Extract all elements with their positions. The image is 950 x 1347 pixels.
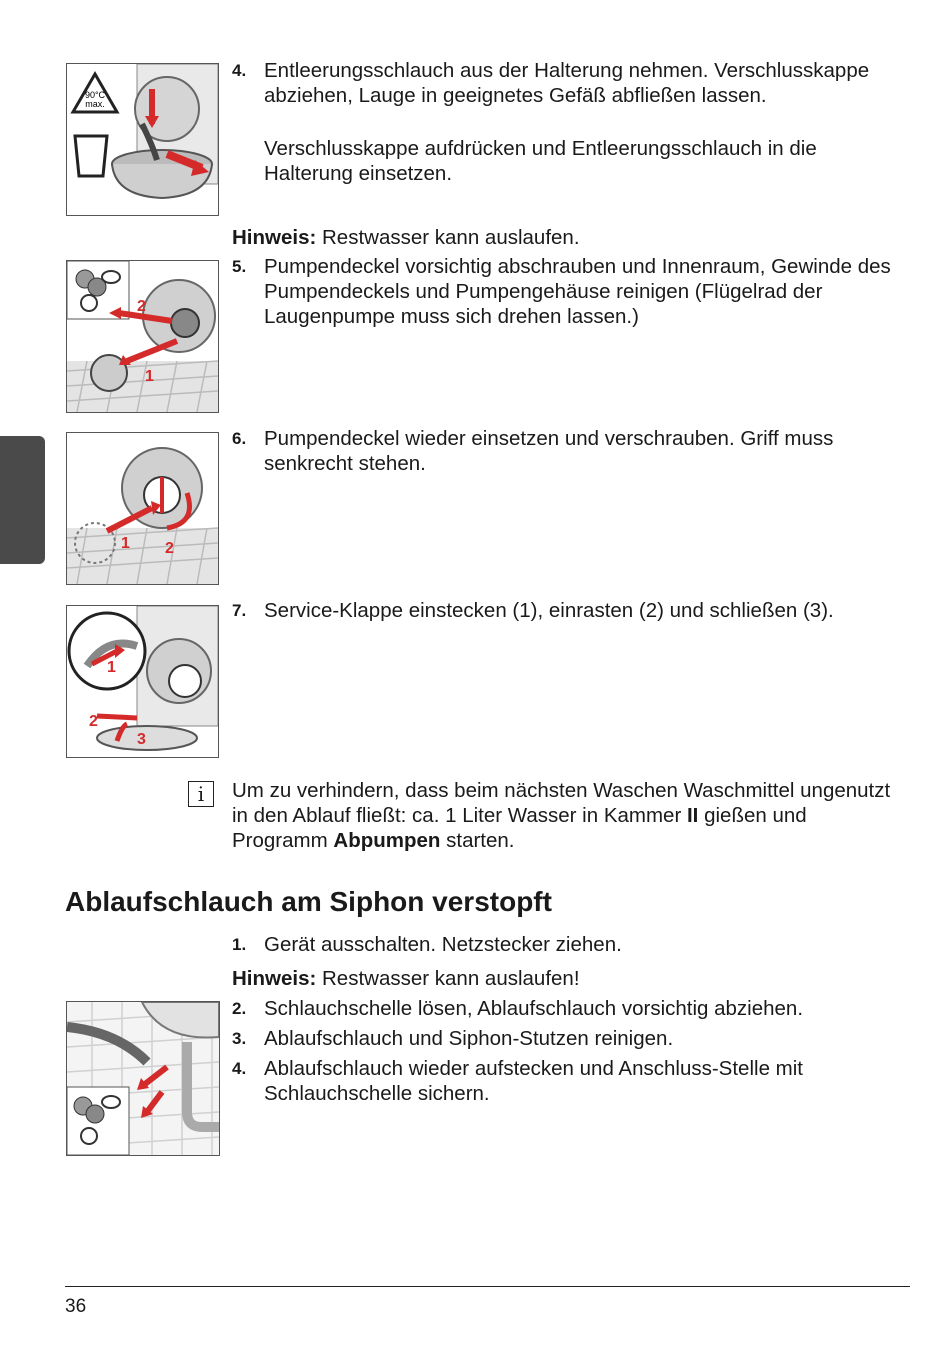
svg-text:1: 1: [121, 535, 130, 552]
svg-text:max.: max.: [85, 99, 105, 109]
step-text: Service-Klappe einstecken (1), einrasten (2) und schließen (3).: [264, 599, 834, 622]
program-name: Abpumpen: [333, 829, 441, 852]
step-text: Ablaufschlauch wieder aufstecken und Anschluss-Stelle mit Schlauchschelle sichern.: [264, 1057, 803, 1105]
step-5: [232, 254, 902, 329]
step-number: 4.: [232, 61, 247, 80]
footer-divider: [65, 1286, 910, 1287]
note-text: Restwasser kann auslaufen!: [316, 967, 580, 990]
service-flap-illustration: [66, 605, 219, 758]
svg-text:90°C: 90°C: [84, 90, 106, 100]
step-number: 1.: [232, 935, 247, 954]
svg-text:3: 3: [137, 731, 146, 748]
step-b4: [232, 1056, 902, 1106]
step-b3: [232, 1026, 902, 1051]
step-4-continuation: Verschlusskappe aufdrücken und Entleerungsschlauch in die Halterung einsetzen.: [264, 137, 817, 185]
note-text: Restwasser kann auslaufen.: [316, 226, 580, 249]
svg-text:2: 2: [89, 713, 98, 730]
chamber-label: II: [686, 804, 699, 827]
svg-text:1: 1: [107, 659, 116, 676]
chapter-tab: [0, 436, 45, 564]
step-number: 3.: [232, 1029, 247, 1048]
step-number: 6.: [232, 429, 247, 448]
siphon-hose-illustration: [66, 1001, 220, 1156]
pump-cover-illustration: [66, 260, 219, 413]
step-4: [232, 58, 902, 108]
page-number: 36: [65, 1296, 87, 1317]
step-number: 5.: [232, 257, 247, 276]
note-residual-water-2: [232, 966, 902, 991]
step-number: 2.: [232, 999, 247, 1018]
note-residual-water: [232, 225, 902, 250]
info-icon: i: [188, 781, 214, 807]
step-text: Schlauchschelle lösen, Ablaufschlauch vorsichtig abziehen.: [264, 997, 804, 1020]
step-text: Gerät ausschalten. Netzstecker ziehen.: [264, 933, 622, 956]
svg-text:1: 1: [145, 368, 154, 385]
svg-text:2: 2: [137, 298, 146, 315]
step-text: Pumpendeckel vorsichtig abschrauben und Innenraum, Gewinde des Pumpendeckels und Pumpengehäuse reinigen (Flügelrad der Laugenpumpe muss sich drehen lassen.): [264, 255, 891, 328]
step-6: [232, 426, 902, 476]
drain-hose-illustration: [66, 63, 219, 216]
step-7: [232, 598, 902, 623]
svg-text:2: 2: [165, 540, 174, 557]
step-text: Entleerungsschlauch aus der Halterung nehmen. Verschlusskappe abziehen, Lauge in geeignetes Gefäß abfließen lassen.: [264, 59, 870, 107]
section-heading: Ablaufschlauch am Siphon verstopft: [65, 886, 552, 917]
step-number: 4.: [232, 1059, 247, 1078]
note-label: Hinweis:: [232, 967, 317, 990]
step-text: Ablaufschlauch und Siphon-Stutzen reinigen.: [264, 1027, 674, 1050]
step-b2: [232, 996, 902, 1021]
step-number: 7.: [232, 601, 247, 620]
step-b1: [232, 932, 902, 957]
note-label: Hinweis:: [232, 226, 317, 249]
pump-cover-reinsert-illustration: [66, 432, 219, 585]
info-text: Um zu verhindern, dass beim nächsten Waschen Waschmittel ungenutzt in den Ablauf fließt: ca. 1 Liter Wasser in Kammer II gießen und Programm Abpumpen starten.: [232, 779, 891, 852]
step-text: Pumpendeckel wieder einsetzen und verschrauben. Griff muss senkrecht stehen.: [264, 427, 834, 475]
